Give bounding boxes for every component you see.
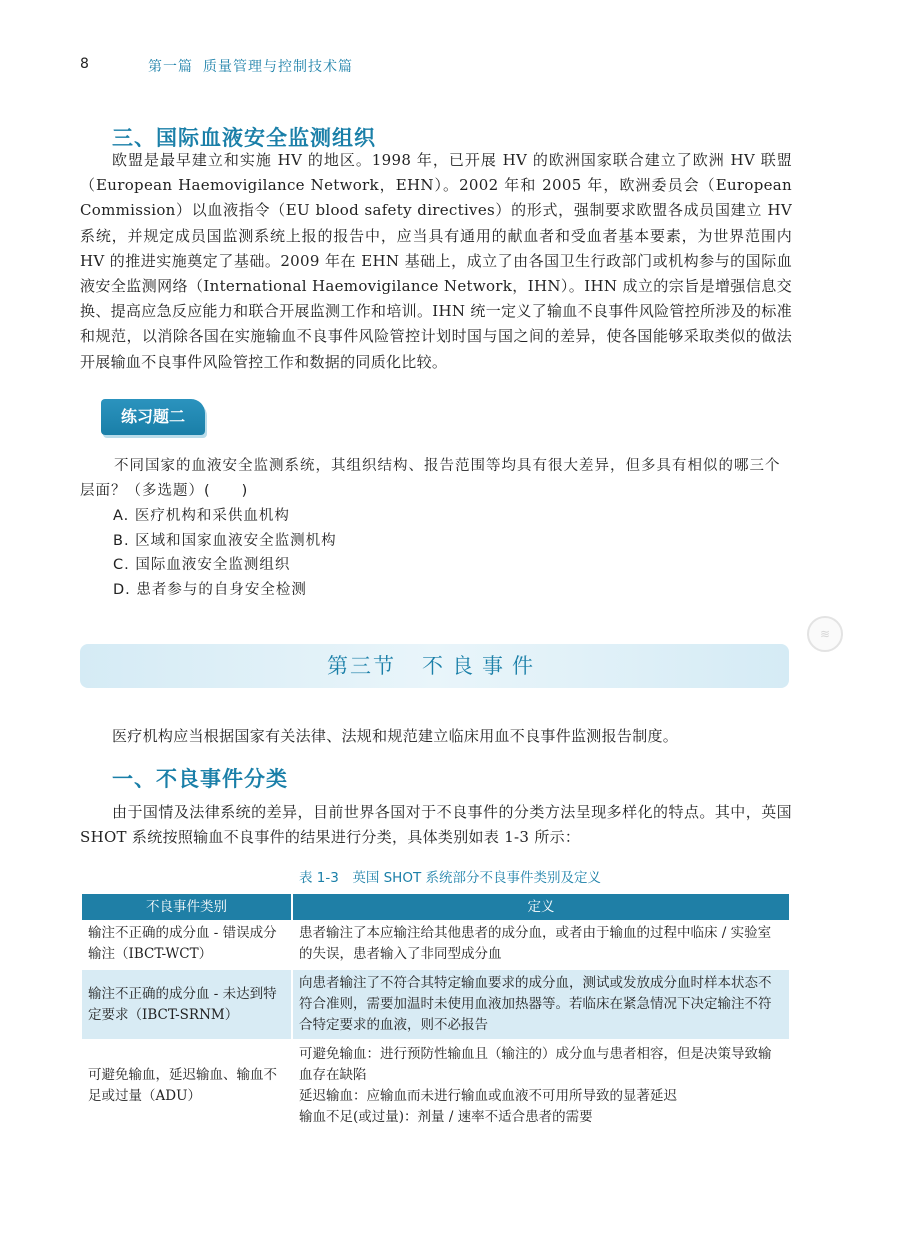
- exercise-tag: 练习题二: [101, 399, 205, 435]
- watermark-seal-icon: ≋: [807, 616, 843, 652]
- intro-paragraph: 医疗机构应当根据国家有关法律、法规和规范建立临床用血不良事件监测报告制度。: [112, 727, 679, 745]
- option-c: C. 国际血液安全监测组织: [113, 557, 291, 574]
- category-cell: 输注不正确的成分血 - 未达到特定要求（IBCT-SRNM）: [82, 970, 293, 1041]
- option-b: B. 区域和国家血液安全监测机构: [113, 532, 337, 549]
- category-cell: 输注不正确的成分血 - 错误成分输注（IBCT-WCT）: [82, 920, 293, 970]
- section-number: 第三节: [327, 654, 396, 678]
- definitions-table: [82, 894, 789, 1133]
- column-header-definition: 定义: [293, 894, 789, 920]
- exercise-question: 不同国家的血液安全监测系统，其组织结构、报告范围等均具有很大差异，但多具有相似的哪三个层面？（多选题）( ): [80, 458, 781, 499]
- section-heading: 三、国际血液安全监测组织: [112, 126, 376, 150]
- column-header-category: 不良事件类别: [82, 894, 293, 920]
- section-banner: [80, 644, 789, 688]
- definition-cell: 可避免输血：进行预防性输血且（输注的）成分血与患者相容，但是决策导致输血存在缺陷 延迟输血：应输血而未进行输血或血液不可用所导致的显著延迟 输血不足(或过量)：剂量 / 速率不适合患者的需要: [293, 1041, 789, 1133]
- part-label: 第一篇: [148, 59, 193, 75]
- table-row: [82, 1041, 789, 1133]
- option-a: A. 医疗机构和采供血机构: [113, 508, 290, 524]
- definition-cell: 向患者输注了不符合其特定输血要求的成分血，测试或发放成分血时样本状态不符合准则，需要加温时未使用血液加热器等。若临床在紧急情况下决定输注不符合特定要求的血液，则不必报告: [293, 970, 789, 1041]
- page-number: 8: [80, 56, 89, 72]
- exercise-options: [113, 504, 337, 602]
- subsection-heading: 一、不良事件分类: [112, 767, 288, 791]
- category-cell: 可避免输血，延迟输血、输血不足或过量（ADU）: [82, 1041, 293, 1133]
- body-paragraph: 欧盟是最早建立和实施 HV 的地区。1998 年，已开展 HV 的欧洲国家联合建立了欧洲 HV 联盟（European Haemovigilance Network，EHN）。2002 年和 2005 年，欧洲委员会（European Commission）以血液指令（EU blood safety directives）的形式，强制要求欧盟各成员国建立 HV 系统，并规定成员国监测系统上报的报告中，应当具有通用的献血者和受血者基本要素，为世界范围内 HV 的推进实施奠定了基础。2009 年在 EHN 基础上，成立了由各国卫生行政部门或机构参与的国际血液安全监测网络（International Haemovigilance Network，IHN）。IHN 成立的宗旨是增强信息交换、提高应急反应能力和联合开展监测工作和培训。IHN 统一定义了输血不良事件风险管控所涉及的标准和规范，以消除各国在实施输血不良事件风险管控计划时国与国之间的差异，使各国能够采取类似的做法开展输血不良事件风险管控工作和数据的同质化比较。: [80, 151, 792, 371]
- table-row: [82, 920, 789, 970]
- part-title: 质量管理与控制技术篇: [203, 59, 353, 75]
- option-d: D. 患者参与的自身安全检测: [113, 581, 307, 598]
- subsection-paragraph: 由于国情及法律系统的差异，目前世界各国对于不良事件的分类方法呈现多样化的特点。其中，英国 SHOT 系统按照输血不良事件的结果进行分类，具体类别如表 1-3 所示：: [80, 803, 792, 847]
- running-header: [80, 56, 820, 80]
- chapter-title: [148, 56, 353, 76]
- table-caption: 表 1-3 英国 SHOT 系统部分不良事件类别及定义: [298, 870, 602, 886]
- table-row: [82, 970, 789, 1041]
- section-title: 不良事件: [422, 654, 542, 678]
- definition-cell: 患者输注了本应输注给其他患者的成分血，或者由于输血的过程中临床 / 实验室的失误，患者输入了非同型成分血: [293, 920, 789, 970]
